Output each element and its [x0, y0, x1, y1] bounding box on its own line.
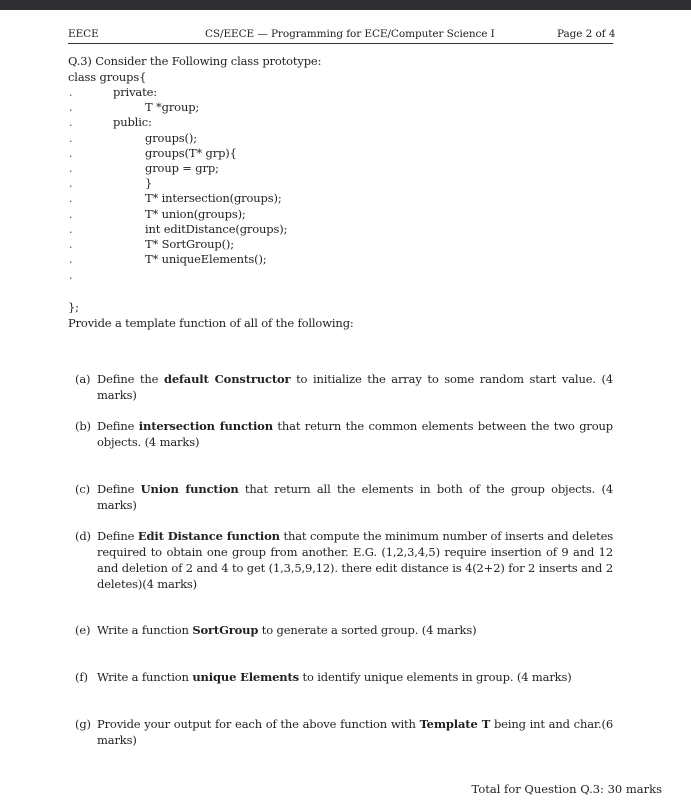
line-marker: . — [69, 223, 73, 236]
part-label: (e) — [75, 623, 91, 637]
code-line: class groups{ — [68, 70, 147, 84]
line-marker: . — [69, 101, 73, 114]
code-line: int editDistance(groups); — [145, 222, 288, 236]
part-keyword: Edit Distance function — [137, 529, 280, 543]
header-course-code: EECE — [68, 28, 99, 40]
code-line: group = grp; — [145, 161, 219, 175]
line-marker: . — [69, 132, 73, 145]
part-label: (f) — [75, 670, 88, 684]
question-total: Total for Question Q.3: 30 marks — [471, 782, 662, 796]
part-g: (g) Provide your output for each of the above function with Template T being int and char.(6 marks) — [75, 717, 614, 747]
part-keyword: SortGroup — [192, 623, 259, 637]
part-keyword: unique Elements — [192, 670, 299, 684]
part-label: (b) — [75, 419, 91, 433]
part-label: (g) — [75, 717, 91, 731]
line-marker: . — [69, 116, 73, 129]
header-page-number: Page 2 of 4 — [557, 28, 616, 40]
header-rule — [68, 43, 613, 44]
line-marker: . — [69, 269, 73, 282]
line-marker: . — [69, 208, 73, 221]
code-line: T* uniqueElements(); — [145, 252, 267, 266]
part-b: (b) Define intersection function that return the common elements between the two group objects. (4 marks) — [75, 419, 613, 449]
line-marker: . — [69, 238, 73, 251]
code-line: T* union(groups); — [145, 207, 246, 221]
code-line: private: — [113, 85, 157, 99]
part-keyword: Union function — [140, 482, 239, 496]
part-label: (c) — [75, 482, 90, 496]
part-keyword: intersection function — [138, 419, 273, 433]
part-e: (e) Write a function SortGroup to generate a sorted group. (4 marks) — [75, 623, 477, 637]
header-course-title: CS/EECE — Programming for ECE/Computer Science I — [205, 28, 495, 40]
code-line: } — [145, 176, 153, 190]
code-line: T *group; — [145, 100, 200, 114]
code-line: T* SortGroup(); — [145, 237, 234, 251]
part-a: (a) Define the default Constructor to initialize the array to some random start value. (4 marks) — [75, 372, 613, 402]
window-top-bar — [0, 0, 691, 10]
code-line: T* intersection(groups); — [145, 191, 282, 205]
part-keyword: default Constructor — [163, 372, 291, 386]
part-f: (f) Write a function unique Elements to identify unique elements in group. (4 marks) — [75, 670, 572, 684]
part-c: (c) Define Union function that return all the elements in both of the group objects. (4 marks) — [75, 482, 613, 512]
line-marker: . — [69, 192, 73, 205]
part-label: (a) — [75, 372, 91, 386]
code-line: public: — [113, 115, 152, 129]
line-marker: . — [69, 86, 73, 99]
line-marker: . — [69, 253, 73, 266]
line-marker: . — [69, 162, 73, 175]
part-d: (d) Define Edit Distance function that compute the minimum number of inserts and deletes required to obtain one group from another. E.G. (1,2,3,4,5) require insertion of 9 and 12 and deletion of 2 and 4 to get (1,3,5,9,12). there edit distance is 4(2+2) for 2 inserts and 2 deletes)(4 marks) — [75, 529, 613, 591]
line-marker: . — [69, 147, 73, 160]
code-line: groups(T* grp){ — [145, 146, 237, 160]
class-closing-brace: }; — [68, 300, 79, 314]
instruction-text: Provide a template function of all of the following: — [68, 316, 354, 330]
code-line: groups(); — [145, 131, 197, 145]
line-marker: . — [69, 177, 73, 190]
part-label: (d) — [75, 529, 91, 543]
part-keyword: Template T — [419, 717, 491, 731]
question-title: Q.3) Consider the Following class prototype: — [68, 54, 322, 68]
